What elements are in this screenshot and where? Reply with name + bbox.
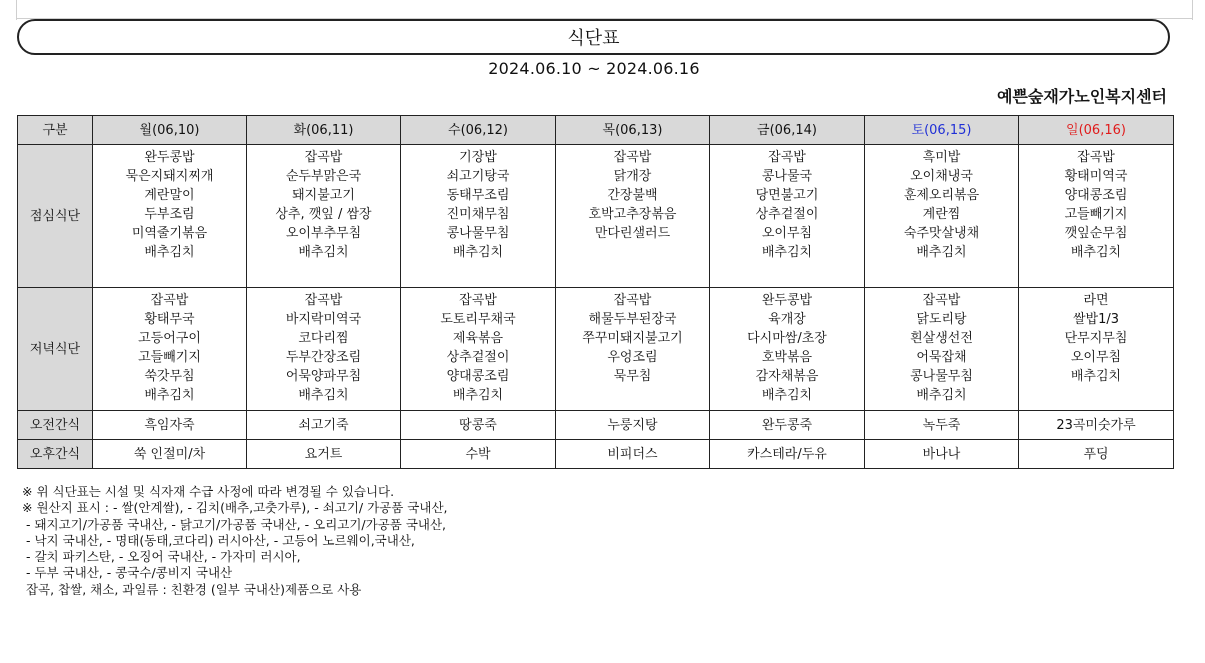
menu-item: 어묵양파무침 [285, 369, 362, 384]
menu-item: 잡곡밥 [613, 150, 652, 165]
menu-item: 두부조림 [144, 207, 195, 222]
menu-item: 배추김치 [298, 245, 349, 260]
menu-item: 상추겉절이 [755, 207, 819, 222]
morning-snack-row [18, 411, 1174, 440]
menu-item: 감자채볶음 [755, 369, 819, 384]
menu-cell [556, 145, 710, 288]
menu-item: 쇠고기탕국 [446, 169, 510, 184]
menu-item: 황태미역국 [1064, 169, 1128, 184]
menu-cell [1019, 440, 1174, 469]
menu-item: 계란찜 [922, 207, 961, 222]
menu-item: 완두콩죽 [761, 417, 813, 433]
menu-cell [865, 440, 1019, 469]
menu-item: 잡곡밥 [150, 293, 189, 308]
menu-cell [865, 288, 1019, 411]
corner-header: 구분 [18, 116, 93, 145]
menu-item: 숙주맛살냉채 [903, 226, 980, 241]
menu-item: 배추김치 [452, 388, 504, 403]
menu-item: 수박 [465, 446, 491, 462]
menu-item: 녹두죽 [922, 417, 961, 433]
menu-cell [556, 440, 710, 469]
menu-item: 배추김치 [916, 388, 967, 403]
menu-cell [710, 288, 865, 411]
menu-item: 다시마쌈/초장 [747, 331, 827, 346]
menu-item: 잡곡밥 [304, 293, 343, 308]
menu-cell [247, 411, 401, 440]
meal-table [17, 115, 1174, 469]
menu-item: 쭈꾸미돼지불고기 [582, 331, 683, 346]
menu-item: 쇠고기죽 [298, 417, 349, 433]
menu-item: 배추김치 [916, 245, 967, 260]
menu-item: 간장불백 [607, 188, 658, 203]
center-name: 예쁜숲재가노인복지센터 [996, 87, 1167, 106]
menu-item: 카스테라/두유 [747, 446, 827, 462]
menu-item: 고등어구이 [138, 331, 201, 346]
menu-cell [93, 145, 247, 288]
page-right-guide [1192, 0, 1193, 20]
menu-item: 오이무침 [1070, 350, 1122, 365]
row-label: 점심식단 [18, 145, 93, 288]
menu-item: 오이부추무침 [285, 226, 362, 241]
menu-cell [247, 145, 401, 288]
menu-item: 동태무조림 [446, 188, 510, 203]
menu-item: 오이무침 [761, 226, 813, 241]
menu-item: 양대콩조림 [446, 369, 510, 384]
menu-item: 쌀밥1/3 [1072, 312, 1120, 327]
day-header-sunday: 일(06,16) [1019, 116, 1174, 145]
menu-cell [401, 145, 556, 288]
menu-cell [556, 288, 710, 411]
menu-item: 땅콩죽 [459, 417, 497, 433]
menu-item: 순두부맑은국 [285, 169, 362, 184]
menu-item: 배추김치 [1070, 369, 1122, 384]
menu-cell [1019, 411, 1174, 440]
row-label: 저녁식단 [18, 288, 93, 411]
page-left-guide [16, 0, 17, 20]
note-line: - 돼지고기/가공품 국내산, - 닭고기/가공품 국내산, - 오리고기/가공품 국내산, [22, 516, 447, 532]
row-label: 오후간식 [18, 440, 93, 469]
row-label: 오전간식 [18, 411, 93, 440]
menu-item: 배추김치 [761, 388, 813, 403]
menu-item: 기장밥 [459, 150, 497, 165]
menu-item: 콩나물국 [761, 169, 813, 184]
menu-item: 제육볶음 [452, 331, 504, 346]
menu-item: 상추겉절이 [446, 350, 510, 365]
menu-item: 돼지불고기 [292, 188, 355, 203]
menu-item: 호박고추장볶음 [588, 207, 677, 222]
menu-item: 쑥 인절미/차 [133, 446, 206, 462]
menu-cell [401, 288, 556, 411]
menu-item: 만다린샐러드 [594, 226, 671, 241]
menu-item: 바나나 [922, 446, 961, 462]
menu-item: 해물두부된장국 [588, 312, 677, 327]
menu-item: 고들빼기지 [1064, 207, 1128, 222]
menu-item: 비피더스 [607, 446, 658, 462]
menu-item: 잡곡밥 [613, 293, 652, 308]
menu-item: 닭도리탕 [916, 312, 967, 327]
menu-item: 콩나물무침 [910, 369, 973, 384]
menu-item: 흰살생선전 [910, 331, 973, 346]
menu-cell [865, 411, 1019, 440]
menu-item: 잡곡밥 [304, 150, 343, 165]
menu-item: 잡곡밥 [922, 293, 961, 308]
menu-cell [556, 411, 710, 440]
page-title: 식단표 [567, 28, 620, 49]
menu-cell [710, 411, 865, 440]
menu-item: 23곡미숫가루 [1056, 417, 1136, 433]
menu-item: 고들빼기지 [138, 350, 201, 365]
menu-item: 잡곡밥 [459, 293, 497, 308]
menu-item: 배추김치 [1070, 245, 1122, 260]
menu-item: 요거트 [304, 446, 343, 462]
menu-item: 배추김치 [452, 245, 504, 260]
day-header: 월(06,10) [93, 116, 247, 145]
menu-item: 황태무국 [144, 312, 195, 327]
menu-item: 우엉조림 [607, 350, 658, 365]
menu-item: 쑥갓무침 [144, 369, 195, 384]
menu-item: 흑임자죽 [144, 417, 195, 433]
menu-cell [710, 440, 865, 469]
menu-item: 흑미밥 [922, 150, 961, 165]
menu-item: 완두콩밥 [761, 293, 813, 308]
menu-cell [93, 411, 247, 440]
day-header-saturday: 토(06,15) [865, 116, 1019, 145]
menu-item: 두부간장조림 [285, 350, 362, 365]
menu-item: 잡곡밥 [768, 150, 806, 165]
menu-cell [401, 440, 556, 469]
menu-item: 완두콩밥 [144, 150, 195, 165]
menu-item: 라면 [1083, 293, 1109, 308]
menu-item: 묵무침 [613, 369, 652, 384]
menu-cell [401, 411, 556, 440]
dinner-row [18, 288, 1174, 411]
menu-item: 상추, 깻잎 / 쌈장 [275, 207, 372, 222]
menu-cell [93, 440, 247, 469]
afternoon-snack-row [18, 440, 1174, 469]
day-header: 금(06,14) [710, 116, 865, 145]
menu-item: 깻잎순무침 [1064, 226, 1128, 241]
note-line: - 낙지 국내산, - 명태(동태,코다리) 러시아산, - 고등어 노르웨이,국내산, [22, 532, 415, 548]
menu-item: 배추김치 [298, 388, 349, 403]
menu-item: 바지락미역국 [285, 312, 362, 327]
menu-item: 당면불고기 [755, 188, 819, 203]
menu-item: 오이채냉국 [910, 169, 973, 184]
menu-item: 푸딩 [1083, 446, 1109, 462]
menu-item: 어묵잡채 [916, 350, 967, 365]
menu-item: 단무지무침 [1064, 331, 1128, 346]
menu-item: 양대콩조림 [1064, 188, 1128, 203]
menu-item: 누룽지탕 [607, 417, 658, 433]
menu-item: 도토리무채국 [440, 312, 516, 327]
day-header: 목(06,13) [556, 116, 710, 145]
note-line: 잡곡, 찹쌀, 채소, 과일류 : 친환경 (일부 국내산)제품으로 사용 [22, 581, 362, 597]
menu-cell [1019, 288, 1174, 411]
menu-item: 계란말이 [144, 188, 195, 203]
menu-item: 호박볶음 [761, 350, 813, 365]
page-title-box [17, 19, 1170, 55]
menu-item: 훈제오리볶음 [903, 188, 980, 203]
menu-cell [247, 440, 401, 469]
day-header: 화(06,11) [247, 116, 401, 145]
menu-item: 진미채무침 [446, 207, 510, 222]
menu-cell [247, 288, 401, 411]
notes [22, 484, 448, 598]
menu-item: 닭개장 [613, 169, 652, 184]
menu-cell [1019, 145, 1174, 288]
menu-item: 콩나물무침 [446, 226, 510, 241]
menu-item: 배추김치 [761, 245, 813, 260]
day-header: 수(06,12) [401, 116, 556, 145]
note-line: ※ 위 식단표는 시설 및 식자재 수급 사정에 따라 변경될 수 있습니다. [22, 484, 395, 499]
date-range: 2024.06.10 ~ 2024.06.16 [488, 59, 700, 78]
note-line: ※ 원산지 표시 : - 쌀(안계쌀), - 김치(배추,고춧가루), - 쇠고기/ 가공품 국내산, [22, 500, 448, 516]
menu-cell [93, 288, 247, 411]
menu-item: 육개장 [768, 312, 806, 327]
lunch-row [18, 145, 1174, 288]
menu-cell [865, 145, 1019, 288]
menu-item: 배추김치 [144, 245, 195, 260]
menu-item: 배추김치 [144, 388, 195, 403]
menu-item: 잡곡밥 [1077, 150, 1115, 165]
menu-item: 코다리찜 [298, 331, 349, 346]
note-line: - 갈치 파키스탄, - 오징어 국내산, - 가자미 러시아, [22, 549, 301, 565]
menu-cell [710, 145, 865, 288]
note-line: - 두부 국내산, - 콩국수/콩비지 국내산 [22, 565, 233, 581]
menu-item: 묵은지돼지찌개 [125, 169, 214, 184]
table-header-row [18, 116, 1174, 145]
menu-item: 미역줄기볶음 [131, 226, 208, 241]
